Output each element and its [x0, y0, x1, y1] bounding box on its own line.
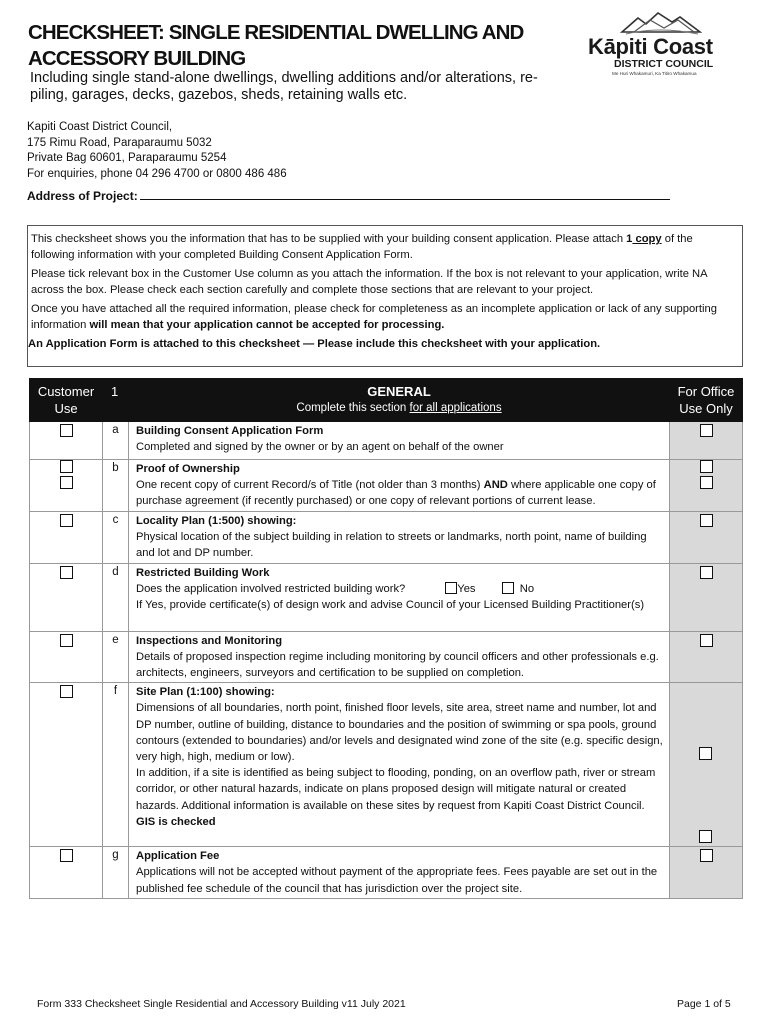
item-title: Proof of Ownership — [136, 463, 240, 475]
item-text: Details of proposed inspection regime including monitoring by council officers and other professionals e.g. architects, engineers, surveyors and certification to be supplied on completion. — [136, 650, 659, 680]
rbw-question: Does the application involved restricted building work? Yes No — [136, 582, 535, 595]
customer-checkbox[interactable] — [60, 685, 73, 698]
table-row — [30, 460, 743, 512]
council-line: Private Bag 60601, Paraparaumu 5254 — [27, 152, 227, 164]
office-checkbox[interactable] — [700, 424, 713, 437]
gis-check-label: GIS is checked — [136, 815, 216, 828]
item-title: Site Plan (1:100) showing: — [136, 686, 275, 699]
table-header — [30, 379, 743, 422]
item-text: Applications will not be accepted without payment of the appropriate fees. Fees payable are set out in the published fee schedule of the council that has jurisdiction over the project site. — [136, 866, 658, 895]
item-title: Locality Plan (1:500) showing: — [136, 515, 297, 527]
page-subtitle: Including single stand-alone dwellings, dwelling additions and/or alterations, re-piling, garages, decks, gazebos, sheds, retaining walls etc. — [30, 70, 538, 103]
logo-sub: DISTRICT COUNCIL — [614, 58, 714, 70]
table-row — [30, 512, 743, 564]
item-text: Completed and signed by the owner or by an agent on behalf of the owner — [136, 441, 504, 454]
table-row — [30, 683, 743, 847]
row-letter: f — [103, 683, 129, 847]
customer-checkbox[interactable] — [60, 566, 73, 579]
footer-page-number: Page 1 of 5 — [677, 998, 731, 1010]
item-text: Physical location of the subject building in relation to streets or landmarks, north point, name of building and lot and DP number. — [136, 531, 647, 560]
project-address-field[interactable] — [140, 188, 670, 200]
office-checkbox[interactable] — [700, 849, 713, 862]
row-letter: g — [103, 847, 129, 899]
office-checkbox[interactable] — [699, 747, 712, 760]
mountain-logo-icon — [620, 10, 702, 36]
item-text: One recent copy of current Record/s of Title (not older than 3 months) AND where applicable one copy of purchase agreement (if recently purchased) or one copy of relevant portions of current lease. — [136, 479, 656, 508]
customer-checkbox[interactable] — [60, 460, 73, 473]
project-address-row — [27, 188, 670, 203]
customer-checkbox[interactable] — [60, 476, 73, 489]
customer-checkbox[interactable] — [60, 634, 73, 647]
instructions-note: An Application Form is attached to this checksheet — Please include this checksheet with your application. — [28, 338, 601, 350]
no-label: No — [519, 582, 535, 595]
customer-use-header: Customer Use — [30, 379, 103, 422]
item-text: If Yes, provide certificate(s) of design work and advise Council of your Licensed Building Practitioner(s) — [136, 599, 645, 612]
item-title: Application Fee — [136, 850, 220, 863]
council-logo — [588, 10, 738, 80]
item-text: In addition, if a site is identified as being subject to flooding, ponding, on an overflow path, river or stream corridor, or other natural hazards, indicate on plans proposed design will mitigate natural or created hazards. Additional information is available on these sites by request from Kapiti Coast District Council. — [136, 767, 656, 812]
office-checkbox[interactable] — [700, 566, 713, 579]
item-title: Restricted Building Work — [136, 566, 270, 579]
gis-office-checkbox[interactable] — [699, 830, 712, 843]
item-text: Dimensions of all boundaries, north point, finished floor levels, site area, street name and number, lot and DP number, outline of building, distance to boundaries and the position of swimming or spa pools, ground contours (extended to boundaries) and/or levels and designated wind zone of the site (e.g. specific design, very high, high, medium or low). — [136, 702, 663, 764]
row-letter: a — [103, 422, 129, 460]
row-letter: b — [103, 460, 129, 512]
office-checkbox[interactable] — [700, 634, 713, 647]
office-checkbox[interactable] — [700, 476, 713, 489]
council-line: Kapiti Coast District Council, — [27, 121, 173, 133]
table-row — [30, 563, 743, 631]
council-line: 175 Rimu Road, Paraparaumu 5032 — [27, 136, 212, 149]
customer-checkbox[interactable] — [60, 514, 73, 527]
logo-name: Kāpiti Coast — [588, 34, 713, 59]
footer-form-id: Form 333 Checksheet Single Residential and Accessory Building v11 July 2021 — [37, 998, 406, 1010]
instructions-paragraph: Once you have attached all the required information, please check for completeness as an incomplete application or lack of any supporting information will mean that your application cannot be accepted for processing. — [31, 303, 717, 331]
instructions-box — [27, 225, 743, 367]
office-checkbox[interactable] — [700, 514, 713, 527]
office-use-header: For Office Use Only — [670, 379, 743, 422]
section-number-header: 1 — [103, 379, 129, 422]
table-row — [30, 631, 743, 683]
item-title: Inspections and Monitoring — [136, 634, 283, 647]
row-letter: c — [103, 512, 129, 564]
office-checkbox[interactable] — [700, 460, 713, 473]
project-address-label: Address of Project: — [27, 189, 138, 203]
item-title: Building Consent Application Form — [136, 425, 324, 437]
table-row — [30, 847, 743, 899]
customer-checkbox[interactable] — [60, 849, 73, 862]
yes-checkbox[interactable] — [445, 582, 457, 594]
row-letter: e — [103, 631, 129, 683]
council-line: For enquiries, phone 04 296 4700 or 0800 486 486 — [27, 167, 287, 180]
logo-tagline: Me Huri Whakamuri, Ka Titiro Whakamua — [612, 71, 697, 76]
yes-label: Yes — [457, 582, 476, 595]
instructions-paragraph: This checksheet shows you the information that has to be supplied with your building consent application. Please attach 1 copy of the following information with your completed Building Consent Application Form. — [31, 233, 693, 261]
instructions-paragraph: Please tick relevant box in the Customer Use column as you attach the information. If the box is not relevant to your application, write NA across the box. Please check each section carefully and complete those sections that are relevant to your project. — [31, 268, 707, 296]
table-row — [30, 422, 743, 460]
page-title: CHECKSHEET: SINGLE RESIDENTIAL DWELLING AND ACCESSORY BUILDING — [28, 21, 524, 70]
general-header: GENERAL Complete this section for all applications — [129, 379, 670, 422]
checksheet-table — [29, 378, 743, 899]
row-letter: d — [103, 563, 129, 631]
no-checkbox[interactable] — [502, 582, 514, 594]
council-address — [27, 120, 287, 182]
customer-checkbox[interactable] — [60, 424, 73, 437]
